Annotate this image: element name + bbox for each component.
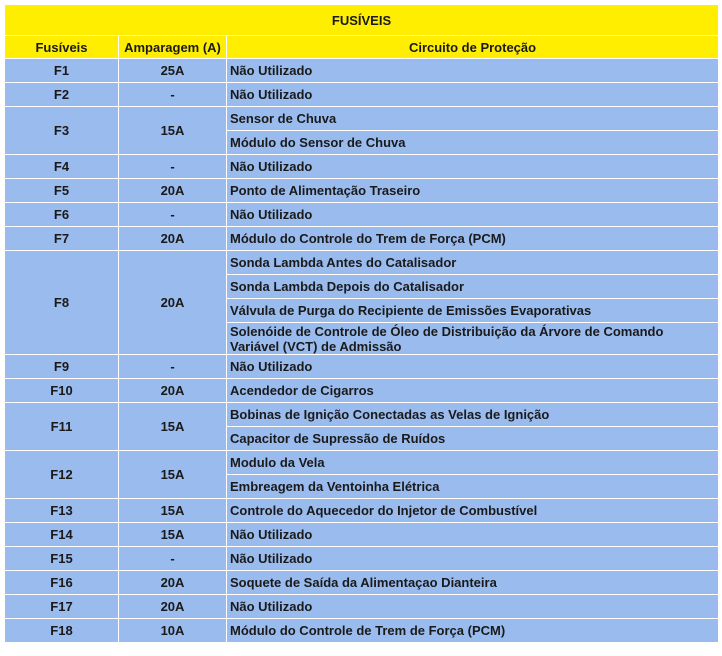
table-row — [5, 619, 719, 643]
amperage-cell: 20A — [119, 571, 227, 595]
fuse-id-cell: F8 — [5, 251, 119, 355]
fuse-id-cell: F11 — [5, 403, 119, 451]
table-row — [5, 155, 719, 179]
table-body — [5, 59, 719, 643]
fuse-id-cell: F1 — [5, 59, 119, 83]
circuit-cell: Sonda Lambda Antes do Catalisador — [227, 251, 719, 275]
table-row — [5, 571, 719, 595]
table-row — [5, 203, 719, 227]
fuse-id-cell: F2 — [5, 83, 119, 107]
fuse-id-cell: F12 — [5, 451, 119, 499]
fuse-id-cell: F6 — [5, 203, 119, 227]
amperage-cell: 10A — [119, 619, 227, 643]
amperage-cell: 20A — [119, 595, 227, 619]
table-title-row — [5, 5, 719, 36]
fuse-id-cell: F13 — [5, 499, 119, 523]
fuse-id-cell: F3 — [5, 107, 119, 155]
fuse-table — [4, 4, 719, 643]
fuse-table-container — [4, 4, 718, 643]
table-row — [5, 499, 719, 523]
header-amperage: Amparagem (A) — [119, 36, 227, 59]
amperage-cell: 15A — [119, 451, 227, 499]
circuit-cell: Solenóide de Controle de Óleo de Distribuição da Árvore de Comando Variável (VCT) de Admissão — [227, 323, 719, 355]
circuit-cell: Acendedor de Cigarros — [227, 379, 719, 403]
table-title: FUSÍVEIS — [5, 5, 719, 36]
header-circuit: Circuito de Proteção — [227, 36, 719, 59]
circuit-cell: Capacitor de Supressão de Ruídos — [227, 427, 719, 451]
fuse-id-cell: F16 — [5, 571, 119, 595]
circuit-cell: Controle do Aquecedor do Injetor de Combustível — [227, 499, 719, 523]
circuit-cell: Não Utilizado — [227, 59, 719, 83]
fuse-id-cell: F18 — [5, 619, 119, 643]
circuit-cell: Bobinas de Ignição Conectadas as Velas de Ignição — [227, 403, 719, 427]
table-row — [5, 355, 719, 379]
circuit-cell: Módulo do Sensor de Chuva — [227, 131, 719, 155]
circuit-cell: Não Utilizado — [227, 83, 719, 107]
fuse-id-cell: F7 — [5, 227, 119, 251]
table-row — [5, 403, 719, 427]
circuit-cell: Não Utilizado — [227, 355, 719, 379]
circuit-cell: Ponto de Alimentação Traseiro — [227, 179, 719, 203]
table-row — [5, 523, 719, 547]
circuit-cell: Embreagem da Ventoinha Elétrica — [227, 475, 719, 499]
amperage-cell: 20A — [119, 227, 227, 251]
amperage-cell: - — [119, 155, 227, 179]
table-row — [5, 107, 719, 131]
amperage-cell: - — [119, 355, 227, 379]
circuit-cell: Módulo do Controle do Trem de Força (PCM) — [227, 227, 719, 251]
table-row — [5, 59, 719, 83]
table-row — [5, 251, 719, 275]
amperage-cell: 15A — [119, 403, 227, 451]
table-row — [5, 227, 719, 251]
amperage-cell: 15A — [119, 107, 227, 155]
fuse-id-cell: F5 — [5, 179, 119, 203]
circuit-cell: Soquete de Saída da Alimentaçao Dianteira — [227, 571, 719, 595]
header-fuse: Fusíveis — [5, 36, 119, 59]
fuse-id-cell: F15 — [5, 547, 119, 571]
amperage-cell: 20A — [119, 379, 227, 403]
circuit-cell: Não Utilizado — [227, 203, 719, 227]
circuit-cell: Sonda Lambda Depois do Catalisador — [227, 275, 719, 299]
table-row — [5, 379, 719, 403]
circuit-cell: Modulo da Vela — [227, 451, 719, 475]
circuit-cell: Não Utilizado — [227, 523, 719, 547]
table-row — [5, 451, 719, 475]
amperage-cell: 15A — [119, 523, 227, 547]
circuit-cell: Módulo do Controle de Trem de Força (PCM) — [227, 619, 719, 643]
table-row — [5, 83, 719, 107]
amperage-cell: 25A — [119, 59, 227, 83]
amperage-cell: - — [119, 547, 227, 571]
fuse-id-cell: F10 — [5, 379, 119, 403]
fuse-id-cell: F4 — [5, 155, 119, 179]
circuit-cell: Não Utilizado — [227, 155, 719, 179]
amperage-cell: - — [119, 203, 227, 227]
fuse-id-cell: F17 — [5, 595, 119, 619]
table-row — [5, 595, 719, 619]
circuit-cell: Não Utilizado — [227, 547, 719, 571]
amperage-cell: - — [119, 83, 227, 107]
table-header-row — [5, 36, 719, 59]
circuit-cell: Não Utilizado — [227, 595, 719, 619]
circuit-cell: Válvula de Purga do Recipiente de Emissões Evaporativas — [227, 299, 719, 323]
fuse-id-cell: F14 — [5, 523, 119, 547]
circuit-cell: Sensor de Chuva — [227, 107, 719, 131]
amperage-cell: 20A — [119, 251, 227, 355]
amperage-cell: 20A — [119, 179, 227, 203]
table-row — [5, 179, 719, 203]
amperage-cell: 15A — [119, 499, 227, 523]
table-row — [5, 547, 719, 571]
fuse-id-cell: F9 — [5, 355, 119, 379]
